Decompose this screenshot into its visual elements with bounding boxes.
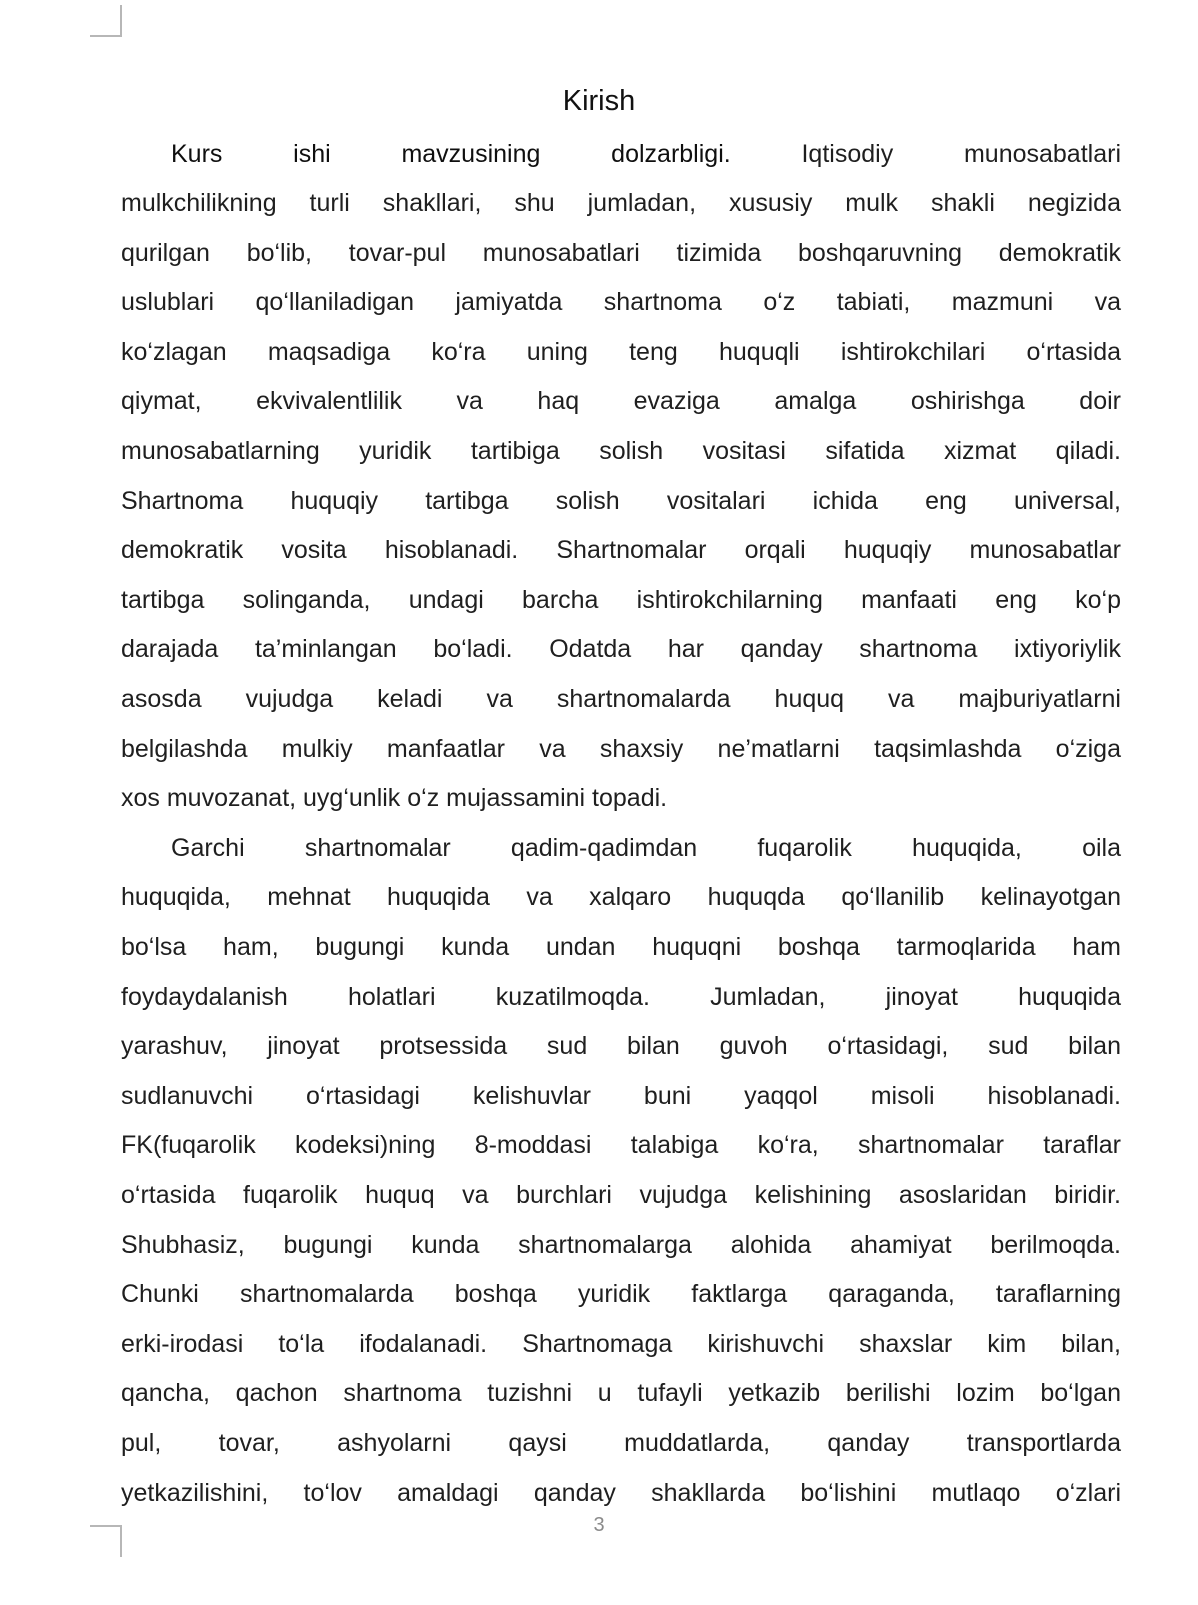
paragraph-line: qurilgan bo‘lib, tovar-pul munosabatlari tizimida boshqaruvning demokratik xyxy=(121,238,1121,267)
paragraph-line: uslublari qo‘llaniladigan jamiyatda shartnoma o‘z tabiati, mazmuni va xyxy=(121,288,1121,317)
paragraph-line: belgilashda mulkiy manfaatlar va shaxsiy ne’matlarni taqsimlashda o‘ziga xyxy=(121,734,1121,763)
paragraph-line: munosabatlarning yuridik tartibiga solish vositasi sifatida xizmat qiladi. xyxy=(121,437,1121,466)
paragraph-line: pul, tovar, ashyolarni qaysi muddatlarda, qanday transportlarda xyxy=(121,1428,1121,1457)
paragraph-line: tartibga solinganda, undagi barcha ishtirokchilarning manfaati eng ko‘p xyxy=(121,585,1121,614)
paragraph-line: Garchi shartnomalar qadim-qadimdan fuqarolik huquqida, oila xyxy=(171,833,1121,862)
page-number: 3 xyxy=(593,1514,605,1536)
paragraph-line xyxy=(121,130,1121,180)
paragraph-line: ko‘zlagan maqsadiga ko‘ra uning teng huquqli ishtirokchilari o‘rtasida xyxy=(121,337,1121,366)
paragraph-line: darajada ta’minlangan bo‘ladi. Odatda har qanday shartnoma ixtiyoriylik xyxy=(121,635,1121,664)
paragraph-line: qancha, qachon shartnoma tuzishni u tufayli yetkazib berilishi lozim bo‘lgan xyxy=(121,1379,1121,1408)
paragraph-line: xos muvozanat, uyg‘unlik o‘z mujassamini topadi. xyxy=(121,784,668,813)
page-title: Kirish xyxy=(562,85,636,117)
paragraph-line: Shartnoma huquqiy tartibga solish vositalari ichida eng universal, xyxy=(121,486,1121,515)
paragraph-line: demokratik vosita hisoblanadi. Shartnomalar orqali huquqiy munosabatlar xyxy=(121,536,1121,565)
paragraph-line: Shubhasiz, bugungi kunda shartnomalarga alohida ahamiyat berilmoqda. xyxy=(121,1230,1121,1259)
paragraph-line: yetkazilishini, to‘lov amaldagi qanday shakllarda bo‘lishini mutlaqo o‘zlari xyxy=(121,1478,1121,1507)
paragraph-line: foydaydalanish holatlari kuzatilmoqda. Jumladan, jinoyat huquqida xyxy=(121,982,1121,1011)
document-body xyxy=(121,130,1121,1519)
lead-label: Kurs ishi mavzusining dolzarbligi. xyxy=(171,139,731,168)
paragraph-line: mulkchilikning turli shakllari, shu jumladan, xususiy mulk shakli negizida xyxy=(121,189,1121,218)
paragraph-line: FK(fuqarolik kodeksi)ning 8-moddasi talabiga ko‘ra, shartnomalar taraflar xyxy=(121,1131,1121,1160)
paragraph-line: o‘rtasida fuqarolik huquq va burchlari vujudga kelishining asoslaridan biridir. xyxy=(121,1180,1121,1209)
paragraph-line: sudlanuvchi o‘rtasidagi kelishuvlar buni yaqqol misoli hisoblanadi. xyxy=(121,1081,1121,1110)
paragraph-line: qiymat, ekvivalentlilik va haq evaziga amalga oshirishga doir xyxy=(121,387,1121,416)
paragraph-line: asosda vujudga keladi va shartnomalarda huquq va majburiyatlarni xyxy=(121,685,1121,714)
page-corner-mark-top xyxy=(90,5,122,37)
paragraph-line: Chunki shartnomalarda boshqa yuridik faktlarga qaraganda, taraflarning xyxy=(121,1280,1121,1309)
paragraph-line: bo‘lsa ham, bugungi kunda undan huquqni boshqa tarmoqlarida ham xyxy=(121,933,1121,961)
paragraph-line: yarashuv, jinoyat protsessida sud bilan guvoh o‘rtasidagi, sud bilan xyxy=(121,1032,1121,1061)
paragraph-line-text: Iqtisodiy munosabatlari xyxy=(801,139,1121,168)
paragraph-line: huquqida, mehnat huquqida va xalqaro huquqda qo‘llanilib kelinayotgan xyxy=(121,883,1121,912)
paragraph-line: erki-irodasi to‘la ifodalanadi. Shartnomaga kirishuvchi shaxslar kim bilan, xyxy=(121,1329,1121,1358)
